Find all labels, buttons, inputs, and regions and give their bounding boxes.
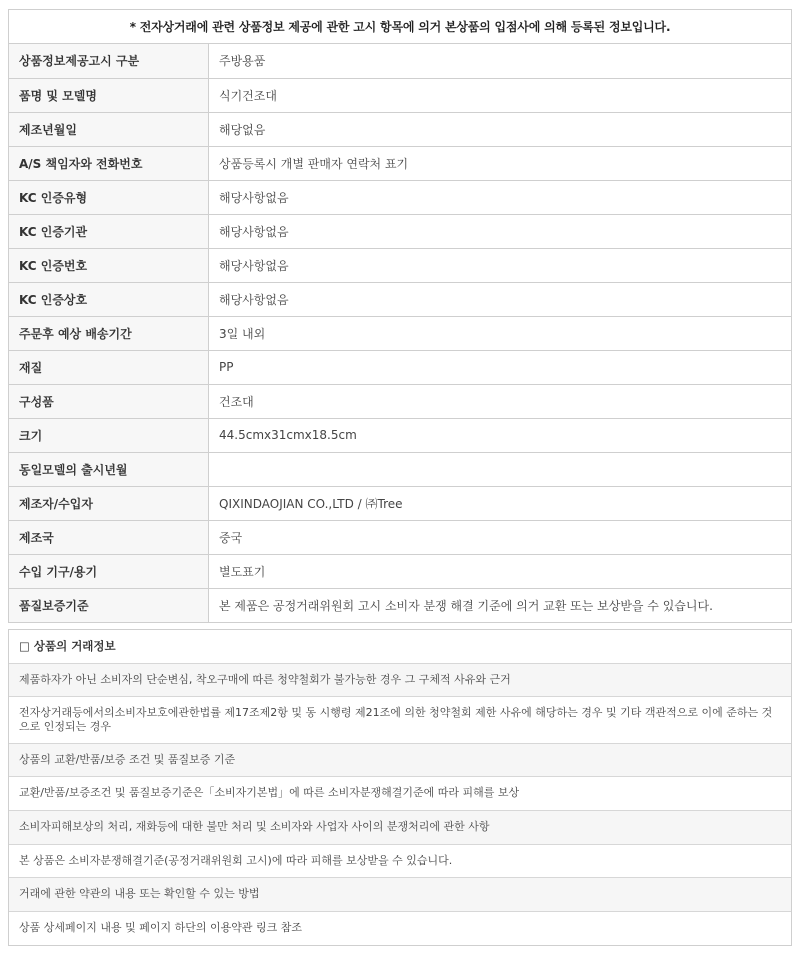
- spec-value: 해당사항없음: [209, 282, 792, 316]
- spec-row: [9, 588, 792, 622]
- spec-value: 해당없음: [209, 112, 792, 146]
- spec-label: 제조년월일: [9, 112, 209, 146]
- trade-answer: 본 상품은 소비자분쟁해결기준(공정거래위원회 고시)에 따라 피해를 보상받을 수 있습니다.: [9, 845, 791, 878]
- spec-label: 재질: [9, 350, 209, 384]
- spec-row: [9, 282, 792, 316]
- spec-row: [9, 350, 792, 384]
- spec-value: 중국: [209, 520, 792, 554]
- trade-answer: 전자상거래등에서의소비자보호에관한법률 제17조제2항 및 동 시행령 제21조에 의한 청약철회 제한 사유에 해당하는 경우 및 기타 객관적으로 이에 준하는 것으로 인정되는 경우: [9, 697, 791, 744]
- spec-label: KC 인증기관: [9, 214, 209, 248]
- spec-label: 주문후 예상 배송기간: [9, 316, 209, 350]
- spec-value: 해당사항없음: [209, 180, 792, 214]
- spec-row: [9, 418, 792, 452]
- spec-row: [9, 78, 792, 112]
- spec-row: [9, 384, 792, 418]
- spec-row: [9, 146, 792, 180]
- spec-label: A/S 책임자와 전화번호: [9, 146, 209, 180]
- trade-question: 소비자피해보상의 처리, 재화등에 대한 불만 처리 및 소비자와 사업자 사이의 분쟁처리에 관한 사항: [9, 811, 791, 845]
- spec-label: KC 인증상호: [9, 282, 209, 316]
- spec-row: [9, 554, 792, 588]
- spec-label: KC 인증번호: [9, 248, 209, 282]
- spec-value: 건조대: [209, 384, 792, 418]
- spec-row: [9, 520, 792, 554]
- spec-row: [9, 452, 792, 486]
- trade-question: 거래에 관한 약관의 내용 또는 확인할 수 있는 방법: [9, 878, 791, 912]
- spec-label: 상품정보제공고시 구분: [9, 44, 209, 78]
- spec-value: 본 제품은 공정거래위원회 고시 소비자 분쟁 해결 기준에 의거 교환 또는 보상받을 수 있습니다.: [209, 588, 792, 622]
- product-info-notice: [8, 9, 792, 946]
- trade-answer: 교환/반품/보증조건 및 품질보증기준은「소비자기본법」에 따른 소비자분쟁해결기준에 따라 피해를 보상: [9, 777, 791, 811]
- spec-value: 해당사항없음: [209, 248, 792, 282]
- trade-info-section: [8, 629, 792, 946]
- spec-row: [9, 316, 792, 350]
- spec-value: 식기건조대: [209, 78, 792, 112]
- trade-question: 상품의 교환/반품/보증 조건 및 품질보증 기준: [9, 744, 791, 777]
- spec-label: 수입 기구/용기: [9, 554, 209, 588]
- trade-info-title: □ 상품의 거래정보: [9, 630, 791, 664]
- spec-row: [9, 486, 792, 520]
- spec-value: 3일 내외: [209, 316, 792, 350]
- spec-label: 제조국: [9, 520, 209, 554]
- spec-value: 44.5cmx31cmx18.5cm: [209, 418, 792, 452]
- spec-value: 별도표기: [209, 554, 792, 588]
- spec-row: [9, 112, 792, 146]
- trade-question: 제품하자가 아닌 소비자의 단순변심, 착오구매에 따른 청약철회가 불가능한 경우 그 구체적 사유와 근거: [9, 664, 791, 697]
- spec-label: 구성품: [9, 384, 209, 418]
- spec-label: 크기: [9, 418, 209, 452]
- spec-label: 제조자/수입자: [9, 486, 209, 520]
- spec-row: [9, 214, 792, 248]
- spec-value: [209, 452, 792, 486]
- spec-value: QIXINDAOJIAN CO.,LTD / ㈜Tree: [209, 486, 792, 520]
- spec-label: KC 인증유형: [9, 180, 209, 214]
- spec-value: 해당사항없음: [209, 214, 792, 248]
- spec-row: [9, 180, 792, 214]
- spec-label: 품명 및 모델명: [9, 78, 209, 112]
- spec-label: 품질보증기준: [9, 588, 209, 622]
- spec-label: 동일모델의 출시년월: [9, 452, 209, 486]
- trade-answer: 상품 상세페이지 내용 및 페이지 하단의 이용약관 링크 참조: [19, 921, 302, 934]
- spec-row: [9, 248, 792, 282]
- spec-value: PP: [209, 350, 792, 384]
- spec-value: 주방용품: [209, 44, 792, 78]
- notice-banner: * 전자상거래에 관련 상품정보 제공에 관한 고시 항목에 의거 본상품의 입점사에 의해 등록된 정보입니다.: [8, 9, 792, 44]
- spec-row: [9, 44, 792, 78]
- spec-value: 상품등록시 개별 판매자 연락처 표기: [209, 146, 792, 180]
- spec-table: [8, 44, 792, 623]
